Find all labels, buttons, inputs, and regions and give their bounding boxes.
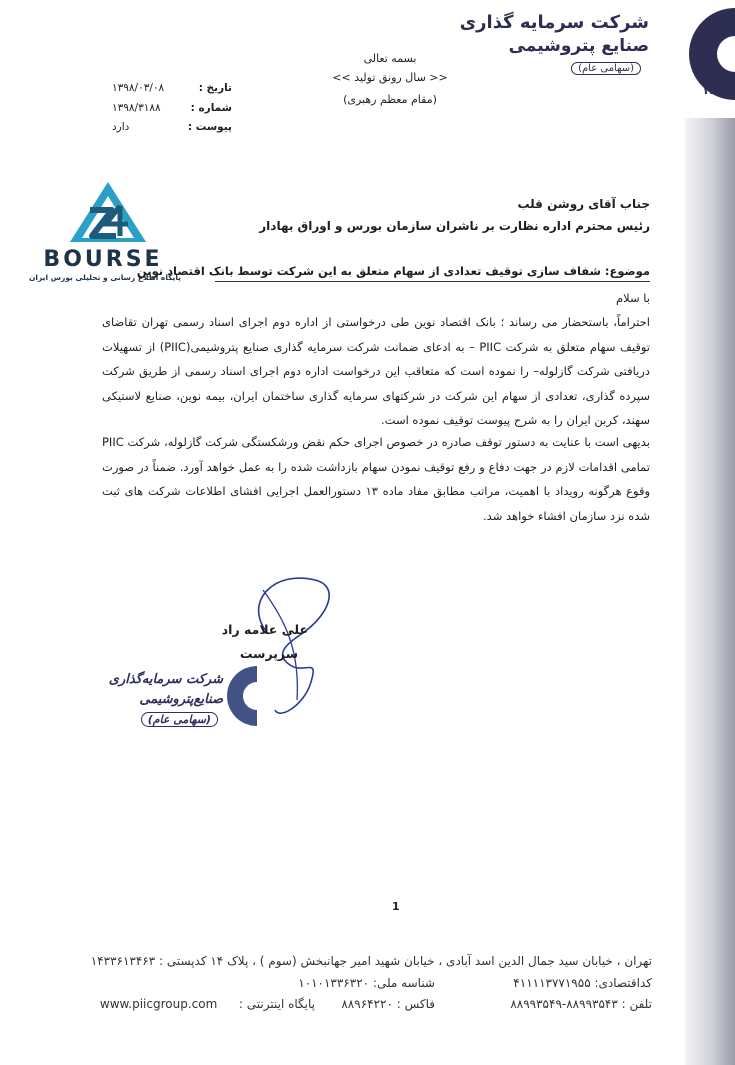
company-name-line2: صنایع پتروشیمی bbox=[508, 36, 649, 56]
company-founding-year: ۱۳۷۰ bbox=[702, 84, 729, 97]
footer-economic-code: کداقتصادی: ۴۱۱۱۱۳۷۷۱۹۵۵ bbox=[513, 976, 652, 990]
date-row bbox=[112, 82, 232, 94]
year-slogan: << سال رونق تولید >> bbox=[332, 71, 448, 84]
bourse-logo-text: BOURSE bbox=[43, 247, 163, 272]
attachment-row bbox=[112, 121, 232, 133]
footer-address: تهران ، خیابان سید جمال الدین اسد آبادی ، خیابان شهید امیر جهانبخش (سوم ) ، پلاک ۱۴ کدپستی : ۱۴۳۳۶۱۳۴۶۳ bbox=[90, 954, 652, 968]
footer-national-id: شناسه ملی: ۱۰۱۰۱۳۳۶۳۲۰ bbox=[298, 976, 435, 990]
stamp-line1: شرکت سرمایه‌گذاری bbox=[108, 672, 223, 687]
stamp-line2: صنایع‌پتروشیمی bbox=[139, 692, 223, 707]
company-type: (سهامی عام) bbox=[571, 62, 641, 75]
signer-role: سرپرست bbox=[239, 646, 298, 661]
greeting: با سلام bbox=[616, 291, 650, 305]
number-value: ۱۳۹۸/۳۱۸۸ bbox=[112, 102, 161, 114]
signer-name: علی علامه راد bbox=[221, 622, 308, 637]
website-label: پایگاه اینترنتی : bbox=[238, 997, 315, 1011]
attachment-value: دارد bbox=[112, 121, 130, 133]
subject-underline bbox=[215, 281, 650, 282]
side-band bbox=[685, 118, 735, 1065]
bourse-logo-subtitle: پایگاه اطلاع رسانی و تحلیلی بورس ایران bbox=[29, 273, 181, 282]
body-paragraph-1: احتراماً، باستحضار می رساند ؛ بانک اقتصاد نوین طی درخواستی از اداره دوم اجرای اسناد رسمی تهران تقاضای توقیف سهام متعلق به شرکت PIIC – به ادعای ضمانت شرکت سرمایه گذاری صنایع پتروشیمی(PIIC) از تسهیلات دریافتی شرکت گازلوله– را نموده است که متعاقب این درخواست اداره دوم اجرای اسناد رسمی از طریق شرکت سپرده گذاری، تعدادی از سهام این شرکت در شرکتهای سرمایه گذاری ساختمان ایران، بیمه نوین، صنایع لاستیکی سهند، کربن ایران را به شرح پیوست توقیف نموده است. bbox=[102, 315, 650, 427]
attachment-label: پیوست : bbox=[187, 121, 232, 133]
footer-phone: تلفن : ۸۸۹۹۳۵۴۳-۸۸۹۹۳۵۴۹ bbox=[510, 997, 652, 1011]
slogan-attribution: (مقام معظم رهبری) bbox=[343, 93, 437, 106]
letter-subject: موضوع: شفاف سازی توقیف تعدادی از سهام متعلق به این شرکت توسط بانک اقتصاد نوین bbox=[136, 264, 650, 278]
basmala: بسمه تعالی bbox=[363, 52, 417, 65]
website-url[interactable]: www.piicgroup.com bbox=[99, 997, 218, 1011]
date-value: ۱۳۹۸/۰۳/۰۸ bbox=[112, 82, 165, 94]
addressee-title: رئیس محترم اداره نظارت بر ناشران سازمان بورس و اوراق بهادار bbox=[259, 219, 650, 233]
date-label: تاریخ : bbox=[198, 82, 232, 94]
company-name-line1: شرکت سرمایه گذاری bbox=[459, 12, 649, 33]
addressee-name: جناب آقای روشن قلب bbox=[517, 197, 650, 211]
footer-fax: فاکس : ۸۸۹۶۴۲۲۰ bbox=[341, 997, 435, 1011]
handwritten-signature bbox=[205, 560, 355, 730]
number-label: شماره : bbox=[190, 102, 232, 114]
footer-website bbox=[100, 997, 315, 1011]
stamp-line3: (سهامی عام) bbox=[141, 712, 218, 727]
number-row bbox=[112, 102, 232, 114]
body-paragraph-2: بدیهی است با عنایت به دستور توقف صادره در خصوص اجرای حکم نقض ورشکستگی شرکت گازلوله، شرکت PIIC تمامی اقدامات لازم در جهت دفاع و رفع توقیف نمودن سهام بازداشت شده را به عمل خواهد آورد. ضمناً در صورت وقوع هرگونه رویداد با اهمیت، مراتب مطابق مفاد ماده ۱۳ دستورالعمل اجرایی افشای اطلاعات شرکت های ثبت شده نزد سازمان افشاء خواهد شد. bbox=[102, 435, 651, 523]
page-number: 1 bbox=[392, 900, 400, 913]
